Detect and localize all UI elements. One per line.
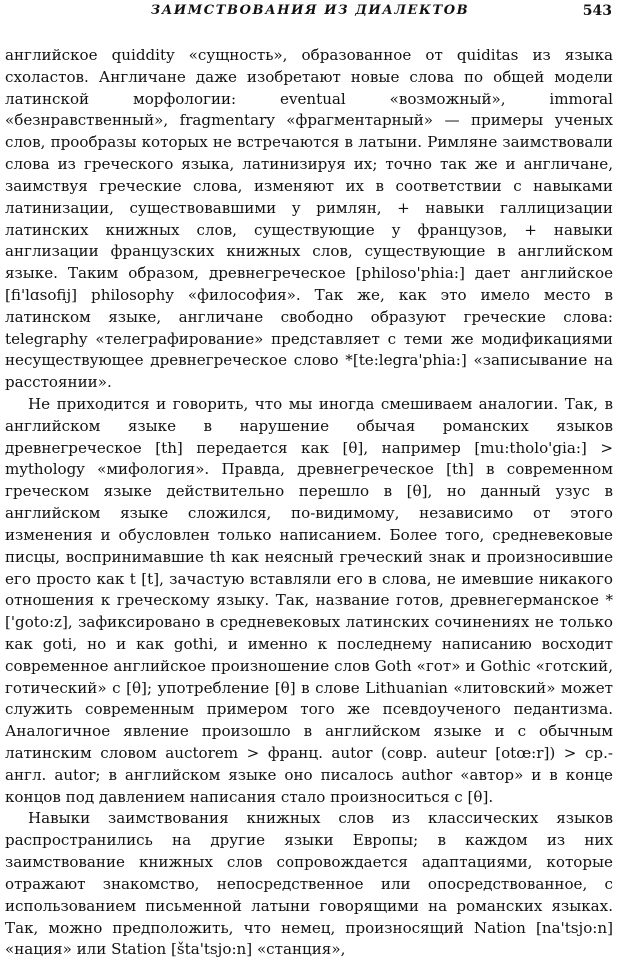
paragraph-book-words: Навыки заимствования книжных слов из классических языков распространились на другие языки Европы; в каждом из них заимствование книжных слов сопровождается адаптациями, которые отражают знакомство, непосредственное или опосредствованное, с использованием письменной латыни говорящими на романских языках. Так, можно предположить, что немец, произносящий Nation [na'tsjo:n] «нация» или Station [šta'tsjo:n] «станция», <box>5 809 613 959</box>
body-text <box>5 45 613 961</box>
paragraph-analogies: Не приходится и говорить, что мы иногда смешиваем аналогии. Так, в английском языке в нарушение обычая романских языков древнегреческое [th] передается как [θ], например [mu:tholo'gia:] > mythology «мифология». Правда, древнегреческое [th] в современном греческом языке действительно перешло в [θ], но данный узус в английском языке сложился, по-видимому, независимо от этого изменения и обусловлен только написанием. Более того, средневековые писцы, воспринимавшие th как неясный греческий знак и произносившие его просто как t [t], зачастую вставляли его в слова, не имевшие никакого отношения к греческому языку. Так, название готов, древнегерманское *['goto:z], зафиксировано в средневековых латинских сочинениях не только как goti, но и как gothi, и именно к последнему написанию восходит современное английское произношение слов Goth «гот» и Gothic «готский, готический» с [θ]; употребление [θ] в слове Lithuanian «литовский» может служить современным примером того же псевдоученого педантизма. Аналогичное явление произошло в английском языке и с обычным латинским словом auctorem > франц. autor (совр. auteur [otœ:r]) > ср.-англ. autor; в английском языке оно писалось author «автор» и в конце концов под давлением написания стало произноситься с [θ]. <box>5 395 613 806</box>
paragraph-continuation: английское quiddity «сущность», образованное от quiditas из языка схоластов. Англичане даже изобретают новые слова по общей модели латинской морфологии: eventual «возможный», immoral «безнравственный», fragmentary «фрагментарный» — примеры ученых слов, прообразы которых не встречаются в латыни. Римляне заимствовали слова из греческого языка, латинизируя их; точно так же и англичане, заимствуя греческие слова, изменяют их в соответствии с навыками латинизации, существовавшими у римлян, + навыки галлицизации латинских книжных слов, существующие у французов, + навыки англизации французских книжных слов, существующие в английском языке. Таким образом, древнегреческое [philoso'phia:] дает английское [fi'lɑsofij] philosophy «философия». Так же, как это имело место в латинском языке, англичане свободно образуют греческие слова: telegraphy «телеграфирование» представляет с теми же модификациями несуществующее древнегреческое слово *[te:legra'phia:] «записывание на расстоянии». <box>5 46 613 392</box>
chapter-title: ЗАИМСТВОВАНИЯ ИЗ ДИАЛЕКТОВ <box>150 3 470 18</box>
running-header <box>6 0 614 24</box>
page-number: 543 <box>582 3 612 19</box>
